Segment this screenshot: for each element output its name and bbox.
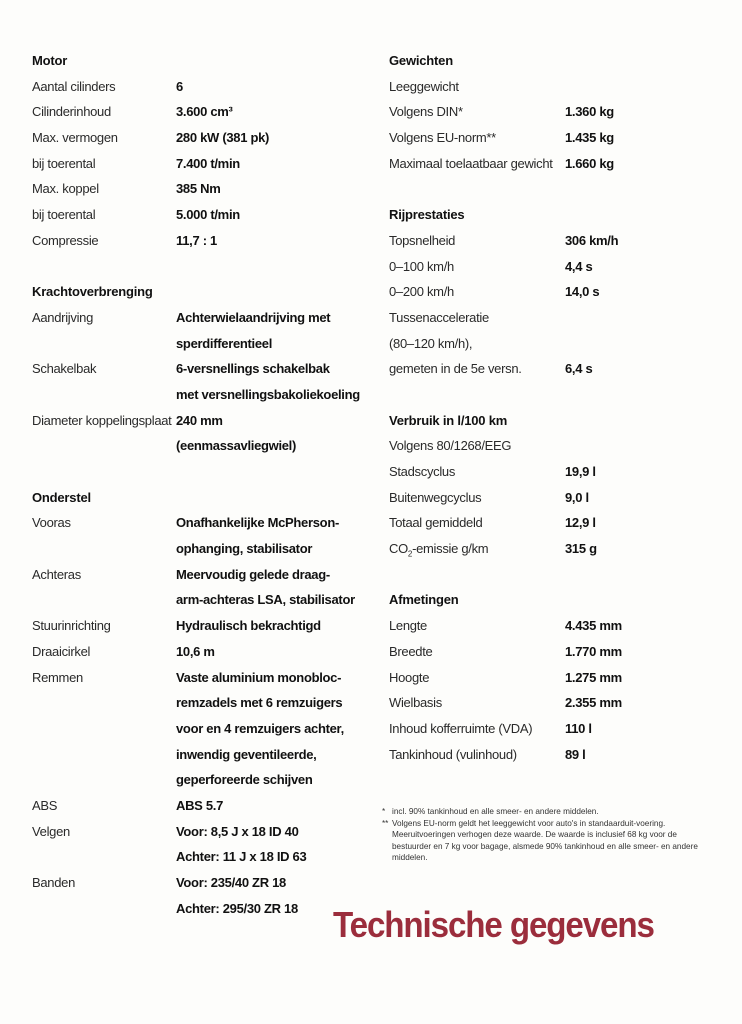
spec-row: [32, 665, 362, 793]
footnote-text: incl. 90% tankinhoud en alle smeer- en andere middelen.: [392, 807, 599, 816]
spec-value-line: 9,0 l: [565, 489, 589, 505]
footnotes: [382, 806, 712, 864]
spec-value: 6,4 s: [565, 361, 593, 377]
spec-label: Compressie: [32, 232, 99, 248]
spec-row: [32, 99, 362, 125]
spec-row: [389, 485, 729, 511]
spec-row: [32, 639, 362, 665]
spec-row-co2: [389, 536, 729, 562]
spec-value-line: 1.660 kg: [565, 155, 614, 171]
spec-row: [389, 690, 729, 716]
spec-label: Tankinhoud (vulinhoud): [389, 746, 517, 762]
spec-label: Stuurinrichting: [32, 618, 111, 634]
spec-label: Draaicirkel: [32, 643, 91, 659]
spec-row: [389, 510, 729, 536]
onderstel-section: [32, 485, 362, 922]
spec-value: [176, 510, 339, 561]
spec-value-line: arm-achteras LSA, stabilisator: [176, 592, 355, 608]
spec-row: [32, 74, 362, 100]
spec-value: [176, 228, 217, 254]
spec-label: bij toerental: [32, 155, 96, 171]
spec-value-line: 2.355 mm: [565, 695, 622, 711]
spec-value-line: ABS 5.7: [176, 797, 224, 813]
footnote-text: Volgens EU-norm geldt het leeggewicht voor auto's in standaarduit-voering. Meeruitvoeringen verhogen deze waarde. De waarde is inclusief 68 kg voor de bestuurder en 7 kg voor bagage, alsmede 90% tankinhoud en alle smeer- en andere middelen.: [392, 818, 698, 862]
section-heading-afmetingen: Afmetingen: [389, 592, 459, 608]
spec-row: [32, 305, 362, 356]
gewichten-section: [389, 48, 729, 176]
spec-value-line: Voor: 235/40 ZR 18: [176, 875, 286, 890]
spec-value: [176, 793, 223, 819]
spec-value: [565, 485, 589, 511]
spec-value-line: Hydraulisch bekrachtigd: [176, 618, 321, 634]
spec-value-line: remzadels met 6 remzuigers: [176, 695, 343, 711]
spec-row: [32, 793, 362, 819]
section-heading-krachtoverbrenging: Krachtoverbrenging: [32, 284, 153, 300]
tussenacceleratie-label-line: Tussenacceleratie: [389, 309, 489, 325]
spec-label: Stadscyclus: [389, 464, 456, 479]
left-column: [32, 48, 362, 921]
spec-label: Volgens DIN*: [389, 104, 463, 120]
spec-value: [176, 819, 306, 870]
spec-value-line: 6: [176, 78, 183, 94]
spacer: [32, 254, 362, 280]
spec-value-line: 1.360 kg: [565, 104, 614, 120]
page-title: Technische gegevens: [333, 904, 654, 945]
spec-rows: [389, 459, 729, 536]
spec-label: Aandrijving: [32, 309, 94, 325]
spec-label: Banden: [32, 875, 76, 890]
section-heading-motor: Motor: [32, 53, 68, 68]
spec-label: Remmen: [32, 669, 83, 685]
tussenacceleratie-label-line: (80–120 km/h),: [389, 335, 473, 351]
spec-row: [32, 408, 362, 459]
spec-value-line: voor en 4 remzuigers achter,: [176, 720, 344, 736]
footnote: [382, 806, 712, 818]
spec-label: Maximaal toelaatbaar gewicht: [389, 155, 553, 171]
spec-row: [32, 870, 362, 921]
spacer: [32, 459, 362, 485]
spec-row: [32, 125, 362, 151]
spec-label: Velgen: [32, 823, 70, 839]
afmetingen-section: [389, 587, 729, 767]
spec-value-line: 280 kW (381 pk): [176, 130, 270, 146]
spec-row: [389, 613, 729, 639]
spec-value-line: 10,6 m: [176, 643, 215, 659]
section-heading-verbruik: Verbruik in l/100 km: [389, 412, 508, 428]
spec-value: [565, 151, 614, 177]
spec-value-line: 3.600 cm³: [176, 104, 233, 120]
spec-row: [389, 716, 729, 742]
spec-value-line: Achterwielaandrijving met: [176, 309, 331, 325]
spec-value: [176, 639, 215, 665]
spec-value-line: geperforeerde schijven: [176, 772, 313, 788]
footnote: [382, 818, 712, 864]
spec-row: [32, 202, 362, 228]
spec-value-line: sperdifferentieel: [176, 335, 273, 351]
subheading-leeggewicht: Leeggewicht: [389, 78, 459, 94]
spec-row: [389, 228, 729, 254]
spec-value: [565, 665, 622, 691]
footnote-mark: *: [382, 807, 386, 816]
spec-value: [565, 639, 622, 665]
spec-row: [389, 742, 729, 768]
spec-value: [176, 305, 330, 356]
spec-value-line: (eenmassavliegwiel): [176, 438, 297, 454]
spec-label: Totaal gemiddeld: [389, 515, 483, 531]
spec-value: [176, 613, 321, 639]
spec-label: Achteras: [32, 566, 81, 582]
subheading-norm: Volgens 80/1268/EEG: [389, 438, 512, 454]
spec-rows: [389, 99, 729, 176]
spec-value: [565, 690, 622, 716]
spec-value: [565, 613, 622, 639]
spec-label: Max. vermogen: [32, 130, 118, 146]
spec-label: Aantal cilinders: [32, 78, 116, 94]
spec-label-co2: $CO_2$-emissie g/km: [389, 541, 489, 559]
spec-value-line: Onafhankelijke McPherson-: [176, 515, 339, 531]
spacer: [389, 176, 729, 202]
spec-label: ABS: [32, 797, 58, 813]
spec-value-line: 14,0 s: [565, 284, 600, 300]
spec-value: [565, 742, 585, 768]
spec-value-line: met versnellingsbakoliekoeling: [176, 386, 360, 402]
spec-rows: [32, 74, 362, 254]
spec-row: [389, 459, 729, 485]
spacer: [389, 562, 729, 588]
spec-label: Buitenwegcyclus: [389, 489, 482, 505]
spec-label: gemeten in de 5e versn.: [389, 361, 522, 377]
spec-row: [389, 151, 729, 177]
spec-value-line: Achter: 295/30 ZR 18: [176, 900, 298, 916]
spec-value: 315 g: [565, 541, 597, 557]
spec-value-line: 6-versnellings schakelbak: [176, 361, 330, 377]
right-column: [389, 48, 729, 767]
spec-row: [389, 99, 729, 125]
spec-value: [565, 99, 614, 125]
spec-value: [176, 408, 296, 459]
spec-value-line: 1.275 mm: [565, 669, 622, 685]
spec-row: [32, 356, 362, 407]
spec-label: Diameter koppelingsplaat: [32, 412, 172, 428]
rijprestaties-section: [389, 202, 729, 382]
spec-row: [32, 819, 362, 870]
spec-row-tussenacceleratie: [389, 356, 729, 382]
spec-value-line: 19,9 l: [565, 464, 596, 479]
spec-label: Inhoud kofferruimte (VDA): [389, 720, 533, 736]
spec-value-line: 12,9 l: [565, 515, 596, 531]
spec-value-line: Meervoudig gelede draag-: [176, 566, 330, 582]
spec-row: [389, 639, 729, 665]
spec-value: [176, 202, 240, 228]
spec-value-line: 4.435 mm: [565, 618, 622, 634]
spec-row: [32, 562, 362, 613]
spec-value: [565, 459, 596, 485]
spec-value-line: 89 l: [565, 746, 586, 762]
spec-label: Vooras: [32, 515, 71, 531]
spec-row: [32, 613, 362, 639]
spec-value: [565, 510, 596, 536]
spec-row: [32, 510, 362, 561]
spec-label: Schakelbak: [32, 361, 97, 377]
spec-rows: [32, 305, 362, 459]
spec-row: [32, 228, 362, 254]
spec-value-line: ophanging, stabilisator: [176, 541, 313, 557]
spec-value-line: Voor: 8,5 J x 18 ID 40: [176, 823, 299, 839]
spec-value: [176, 151, 240, 177]
spec-value: [565, 254, 592, 280]
spec-label: Wielbasis: [389, 695, 442, 711]
section-heading-rijprestaties: Rijprestaties: [389, 207, 465, 223]
spec-row: [389, 125, 729, 151]
spec-label: 0–100 km/h: [389, 258, 454, 274]
spec-rows: [389, 228, 729, 305]
spec-row: [32, 176, 362, 202]
section-heading-gewichten: Gewichten: [389, 53, 453, 68]
spec-value-line: inwendig geventileerde,: [176, 746, 317, 762]
spec-row: [32, 151, 362, 177]
spec-label: Topsnelheid: [389, 232, 456, 248]
spec-value: [176, 562, 355, 613]
spec-value-line: 110 l: [565, 720, 592, 736]
spec-value-line: 5.000 t/min: [176, 207, 240, 223]
spec-value-line: Vaste aluminium monobloc-: [176, 669, 342, 685]
spec-value-line: 385 Nm: [176, 181, 221, 197]
footnote-mark: **: [382, 818, 389, 828]
spec-label: Breedte: [389, 643, 433, 659]
spec-label: Max. koppel: [32, 181, 99, 197]
spec-row: [389, 279, 729, 305]
verbruik-section: [389, 408, 729, 562]
spec-value: [176, 99, 233, 125]
spec-value: [565, 279, 599, 305]
motor-section: [32, 48, 362, 254]
spec-rows: [389, 613, 729, 767]
spec-value-line: Achter: 11 J x 18 ID 63: [176, 849, 307, 865]
spec-value-line: 240 mm: [176, 412, 223, 428]
spec-label: 0–200 km/h: [389, 284, 454, 300]
spec-value: [176, 665, 344, 793]
spec-row: [389, 665, 729, 691]
spec-label: Lengte: [389, 618, 427, 634]
spec-value-line: 7.400 t/min: [176, 155, 240, 171]
spec-label: Cilinderinhoud: [32, 104, 111, 120]
spec-value: [176, 176, 220, 202]
krachtoverbrenging-section: [32, 279, 362, 459]
spec-value: [565, 125, 614, 151]
section-heading-onderstel: Onderstel: [32, 489, 91, 505]
spec-value: [176, 356, 360, 407]
spec-value: [176, 74, 183, 100]
spec-value-line: 1.435 kg: [565, 130, 614, 146]
spec-value: [176, 870, 298, 921]
spec-row: [389, 254, 729, 280]
spec-value-line: 4,4 s: [565, 258, 593, 274]
spacer: [389, 382, 729, 408]
spec-label: Volgens EU-norm**: [389, 130, 496, 146]
spec-value-line: 11,7 : 1: [176, 232, 217, 248]
spec-label: Hoogte: [389, 669, 430, 685]
spec-rows: [32, 510, 362, 921]
spec-value-line: 306 km/h: [565, 232, 619, 248]
spec-value-line: 1.770 mm: [565, 643, 622, 659]
spec-value: [565, 716, 592, 742]
spec-value: [176, 125, 269, 151]
spec-label: bij toerental: [32, 207, 96, 223]
spec-value: [565, 228, 618, 254]
